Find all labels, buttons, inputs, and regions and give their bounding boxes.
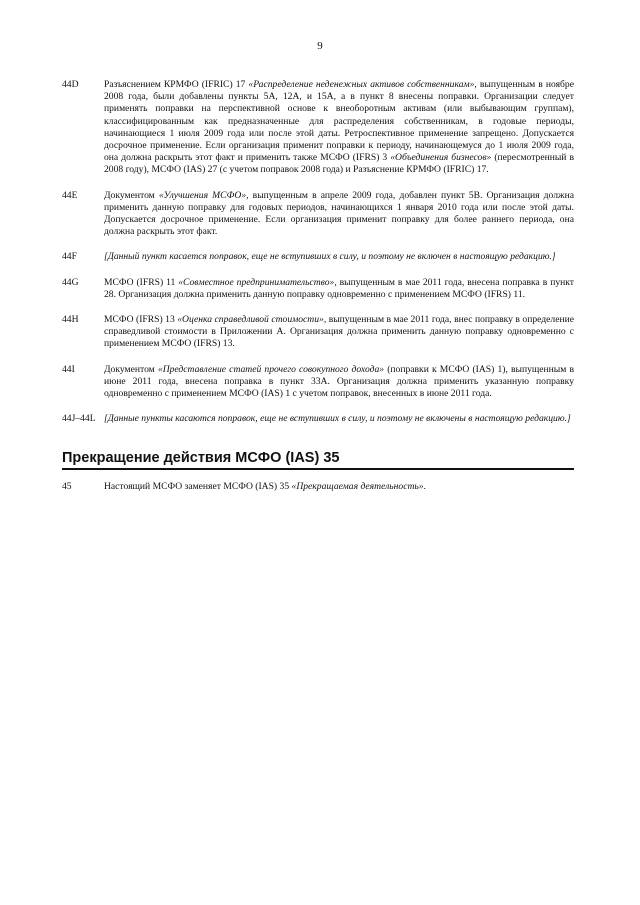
- italic-text: «Оценка справедливой стоимости»: [177, 314, 324, 326]
- italic-text: «Объединения бизнесов»: [390, 152, 492, 164]
- italic-text: «Улучшения МСФО»: [158, 189, 247, 201]
- text-segment: , выпущенным в апреле 2009 года, добавлен пункт 5B. Организация должна применить данную поправку для годовых периодов, начинающихся 1 января 2010 года или после этой даты. Допускается досрочное применение. Если организация применит поправку для более раннего периода, она должна раскрыть этот факт.: [104, 189, 575, 238]
- paragraph-text: [104, 413, 574, 425]
- paragraph-number: 44E: [62, 189, 78, 201]
- section-heading: Прекращение действия МСФО (IAS) 35: [62, 450, 574, 470]
- text-segment: .: [423, 481, 426, 492]
- text-segment: , выпущенным в ноябре 2008 года, были добавлены пункты 5А, 12А, и 15А, а в пункт 8 внесены поправки. Организации следует применять поправки на перспективной основе к внеоборотным активам (или выбывающим группам), классифицированным как предназначенные для распределения собственникам, в годовые периоды, начинающиеся 1 июля 2009 года или после этой даты. Ретроспективное применение запрещено. Допускается досрочное применение. Если организация применит поправки к периоду, начинающемуся до 1 июля 2009 года, она должна раскрыть этот факт и применить также МСФО (IFRS) 3: [104, 79, 574, 164]
- italic-text: «Совместное предпринимательство»: [178, 276, 335, 288]
- paragraph-number: 44G: [62, 276, 79, 288]
- paragraph-text: [104, 251, 574, 263]
- paragraph-number: 45: [62, 481, 72, 492]
- text-segment: Разъяснением КРМФО (IFRIC) 17: [104, 79, 249, 90]
- text-segment: (пересмотренный в 2008 году), МСФО (IAS) 27 (с учетом поправок 2008 года) и Разъяснение КРМФО (IFRIC) 17.: [104, 152, 574, 176]
- paragraph-text: [104, 314, 574, 351]
- text-segment: Настоящий МСФО заменяет МСФО (IAS) 35: [104, 481, 292, 492]
- text-segment: Документом: [104, 189, 159, 201]
- final-paragraph-container: [62, 481, 574, 506]
- paragraph-text: [104, 481, 574, 493]
- paragraph-number: 44H: [62, 314, 79, 326]
- paragraph-number: 44D: [62, 79, 79, 90]
- paragraph-text: [104, 277, 574, 301]
- paragraph-number: 44F: [62, 251, 77, 263]
- text-segment: , выпущенным в мае 2011 года, внес поправку в определение справедливой стоимости в Приложении А. Организация должна применить данную поправку одновременно с применением МСФО (IFRS) 13.: [104, 314, 574, 350]
- italic-text: «Распределение неденежных активов собственникам»: [248, 79, 475, 90]
- italic-text: «Прекращаемая деятельность»: [291, 481, 424, 492]
- text-segment: [Данный пункт касается поправок, еще не вступивших в силу, и поэтому не включен в настоящую редакцию.]: [104, 251, 556, 263]
- paragraph: [62, 190, 574, 239]
- paragraph-text: [104, 190, 574, 239]
- page-number: 9: [317, 40, 323, 52]
- paragraph: [62, 481, 574, 493]
- text-segment: , выпущенным в мае 2011 года, внесена поправка в пункт 28. Организация должна применить данную поправку одновременно с применением МСФО (IFRS) 11.: [104, 276, 574, 300]
- paragraph: [62, 277, 574, 301]
- text-segment: [Данные пункты касаются поправок, еще не вступивших в силу, и поэтому не включены в настоящую редакцию.]: [104, 413, 571, 425]
- paragraph-number: 44J–44L: [62, 413, 96, 425]
- paragraph-text: [104, 79, 574, 177]
- paragraph-list: [62, 79, 574, 438]
- paragraph-number: 44I: [62, 363, 75, 375]
- text-segment: Документом: [104, 363, 158, 375]
- paragraph: [62, 364, 574, 401]
- text-segment: (поправки к МСФО (IAS) 1), выпущенным в июне 2011 года, внесена поправка в пункт 33А. Организация должна применить указанную поправку одновременно с применением МСФО (IAS) 1 с учетом поправок, внесенных в июне 2011 года.: [104, 363, 574, 400]
- paragraph-text: [104, 364, 574, 401]
- italic-text: «Представление статей прочего совокупного дохода»: [157, 363, 385, 375]
- text-segment: МСФО (IFRS) 13: [104, 314, 178, 326]
- paragraph: [62, 314, 574, 351]
- paragraph: [62, 251, 574, 263]
- paragraph: [62, 413, 574, 425]
- paragraph: [62, 79, 574, 177]
- text-segment: МСФО (IFRS) 11: [104, 276, 179, 288]
